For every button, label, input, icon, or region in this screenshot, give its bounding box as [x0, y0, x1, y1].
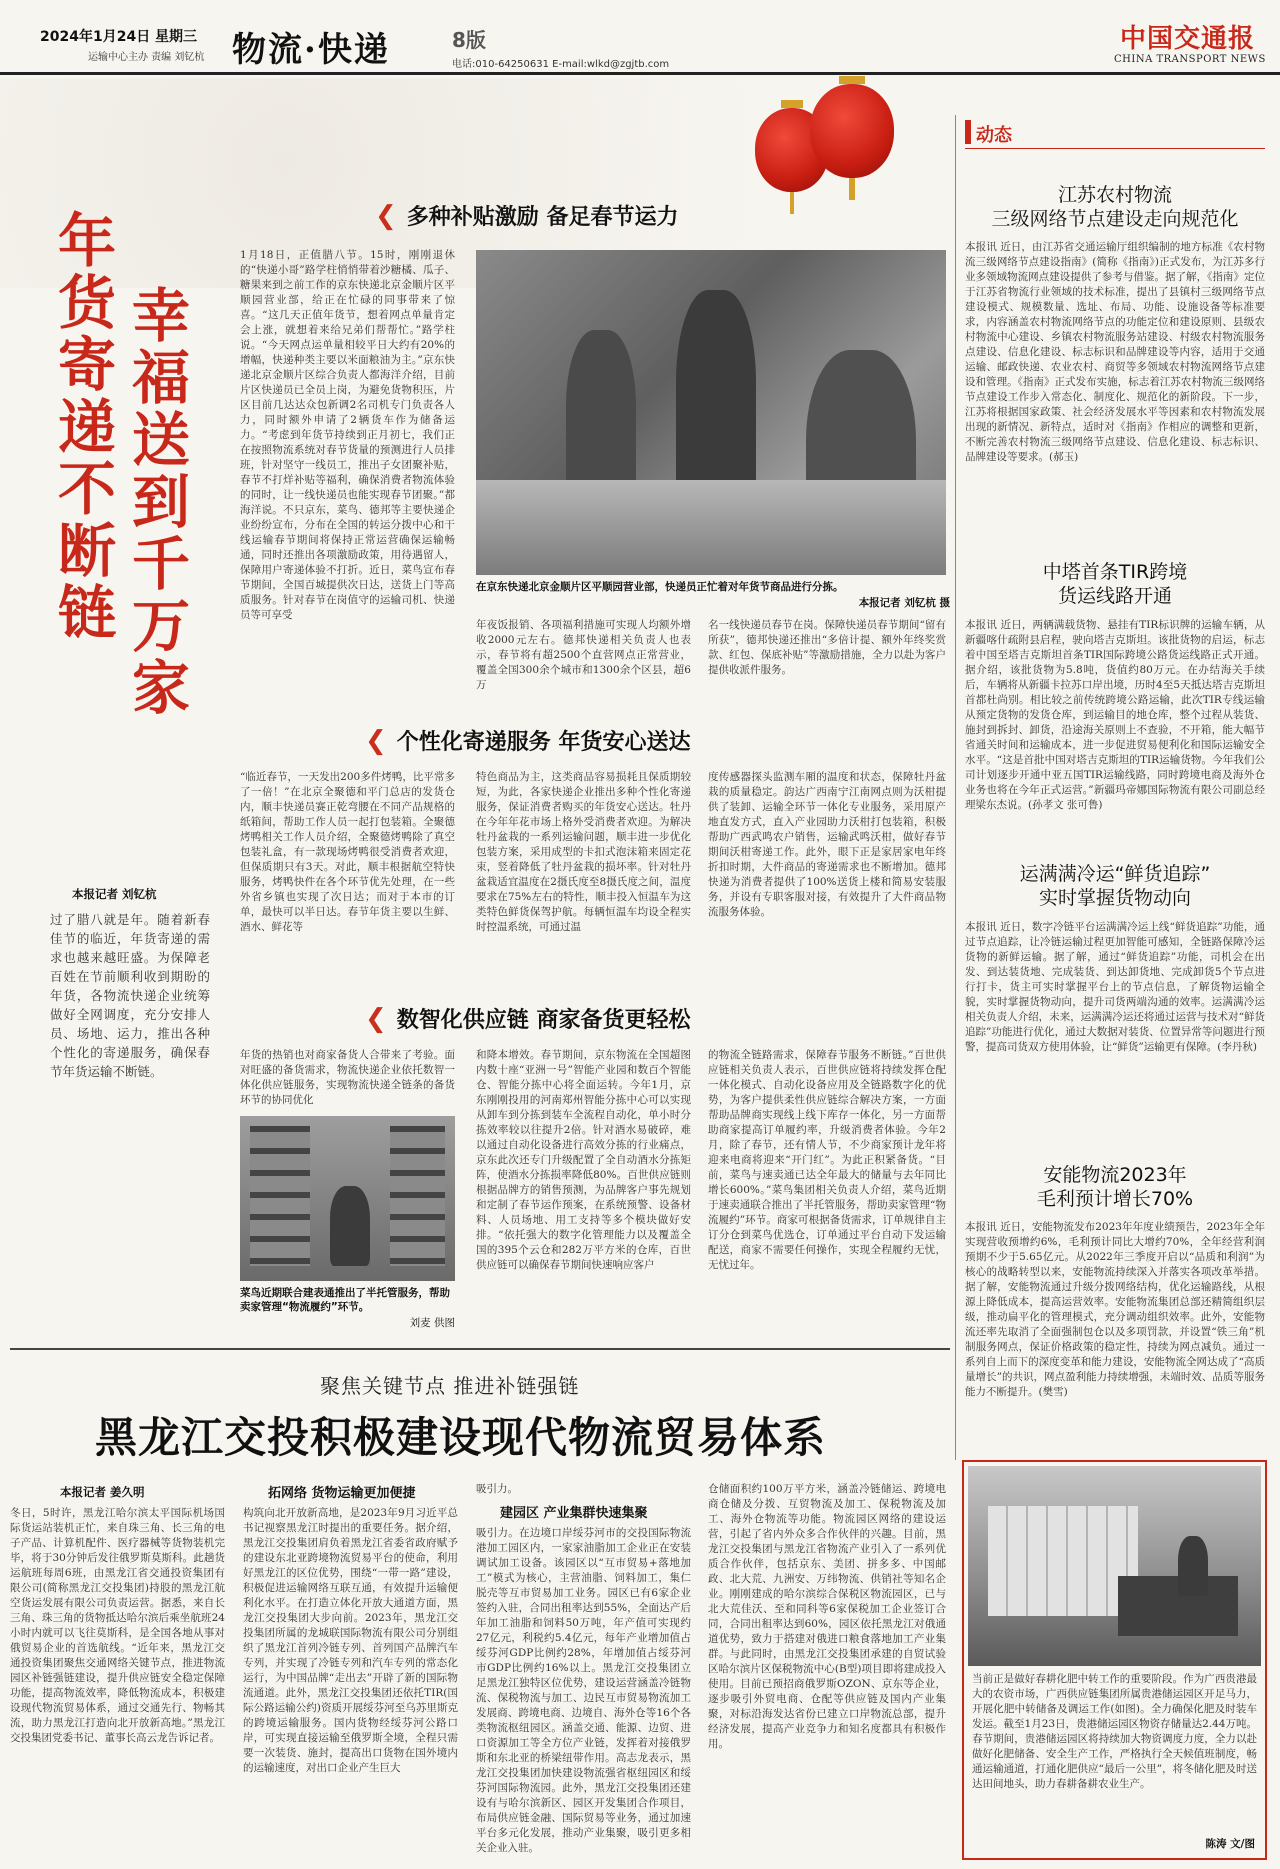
sidebar-item-4-body: 本报讯 近日，安能物流发布2023年年度业绩预告，2023年全年实现营收预增约6%，毛利预计同比大增约70%，全年经营利润预期不少于5.65亿元。从2022年三季度开启以“品质和利润”为核心的战略转型以来，安能物流持续深入并落实各项改革举措。据了解，安能物流通过升级分拨网络结构，优化运输路线，从根源上降低成本，提高运营效率。安能物流集团总部还精简组织层级，推动扁平化的管理模式，充分调动组织效率。此外，安能物流还率先取消了全面强制包仓以及多项罚款，并设置“铁三角”机制服务网点，保证价格政策的稳定性，持续为网点减负。通过一系列自上而下的深度变革和能力建设，安能物流全网达成了“高质量增长”的共识，网点盈利能力持续增强，未端时效、品质等服务能力不断提升。(樊雪)	[965, 1221, 1265, 1398]
page-number: 8版	[452, 28, 486, 52]
sidebar-item-1-title: 江苏农村物流 三级网络节点建设走向规范化	[991, 184, 1239, 230]
lead-byline: 本报记者 刘钇杭	[72, 887, 157, 901]
lead-intro: 过了腊八就是年。随着新春佳节的临近，年货寄递的需求也越来越旺盛。为保障老百姓在节前顺利收到期盼的年货，各物流快递企业统筹做好全网调度，充分安排人员、场地、运力，推出各种个性化的寄递服务，确保春节年货运输不断链。	[50, 912, 210, 1079]
sec2-col1: “临近春节，一天发出200多件烤鸭，比平常多了一倍！”在北京全聚德和平门总店的发货仓内，顺丰快递员赛正乾弯腰在不同产品规格的纸箱间，帮助工作人员一起打包装箱。全聚德烤鸭相关工作人员介绍，全聚德烤鸭除了真空包装礼盒，有一款现场烤鸭很受消费者欢迎，但保质期只有3天。对此，顺丰根据航空特快服务，烤鸭快件在各个环节优先处理，在一些外省乡镇也实现了次日达；而对于本市的订单，最快可以半日达。春节年货主要以生鲜、酒水、鲜花等	[240, 771, 455, 933]
bottom-col2: 构筑向北开放新高地，是2023年9月习近平总书记视察黑龙江时提出的重要任务。据介绍，黑龙江交投集团肩负着黑龙江省委省政府赋予的建设东北亚跨境物流贸易平台的使命，利用好黑龙江的区位优势，围绕“一带一路”建设，积极促进运输网络互联互通，有效提升运输便利化水平。在打造立体化开放大通道方面，黑龙江交投集团大步向前。2023年，黑龙江交投集团所属的龙城联国际物流有限公司分别组织了黑龙江首列冷链专列、首列国产品牌汽车专列，并实现了冷链专列和汽车专列的常态化运行，为中国品牌“走出去”开辟了新的国际物流通道。此外，黑龙江交投集团还依托TIR(国际公路运输公约)资质开展绥芬河至乌苏里斯克的跨境运输服务。国内货物经绥芬河公路口岸，可实现直接运输至俄罗斯全境，全程只需要一次装货、施封，提高出口货物在国外境内的运输速度，对出口企业产生巨大	[243, 1507, 458, 1774]
chevron-left-icon: ❮	[375, 200, 397, 231]
paper-logo-en: CHINA TRANSPORT NEWS	[1114, 54, 1266, 65]
sec3-col2: 和降本增效。春节期间，京东物流在全国超图内数十座“亚洲一号”智能产业园和数百个智能仓、智能分拣中心将全面运转。今年1月，京东刚刚投用的河南郑州智能分拣中心可以实现从卸车到分拣到装车全流程自动化，单小时分拣效率较以往提升2倍。针对酒水易破碎，难以通过自动化设备进行高效分拣的行业痛点，京东此次还专门升级配置了全自动酒水分拣矩阵，使酒水分拣损率降低80%。百世供应链则根据品牌方的销售预测，为品牌客户事先规划和定制了春节运作预案，在系统预警、设备材料、人员场地、用工支持等多个模块做好安排。“依托强大的数字化管理能力以及覆盖全国的395个云仓和282万平方米的仓库，百世供应链可以确保春节期间快速响应客户	[476, 1049, 691, 1271]
sidebar-item-3-body: 本报讯 近日，数字冷链平台运满满冷运上线“鲜货追踪”功能，通过节点追踪，让冷链运输过程更加智能可感知，全链路保障冷运货物的新鲜运输。据了解，通过“鲜货追踪”功能，司机会在出发、到达装货地、完成装货、到达卸货地、完成卸货5个节点进行打卡，货主可实时掌握平台上的节点信息，了解货物运输全貌，实时掌握货物动向，提升司货两端沟通的效率。运满满冷运相关负责人介绍，未来，运满满冷运还将通过运营与技术对“鲜货追踪”功能进行优化，通过大数据对装货、位置异常等问题进行预警，提高司货双方使用体验，让“鲜货”运输更有保障。(李丹秋)	[965, 921, 1265, 1053]
sidebar-divider	[955, 115, 956, 1460]
masthead-rule	[0, 72, 1280, 75]
sidebar-item-4-title: 安能物流2023年 毛利预计增长70%	[1036, 1164, 1194, 1210]
sec3-col3: 的物流全链路需求，保障春节服务不断链。”百世供应链相关负责人表示，百世供应链将持续发挥仓配一体化模式、自动化设备应用及全链路数字化的优势，为客户提供柔性供应链综合解决方案，一方面帮助品牌商实现线上线下库存一体化，另一方面帮助商家提高订单履约率，升级消费者体验。今年2月，除了春节，还有情人节，不少商家预计龙年将迎来电商将迎来“开门红”。为此正积紧备货。“目前，菜鸟与速卖通已达全年最大的储量与去年同比增长600%。”菜鸟集团相关负责人介绍，菜鸟近期于速卖通联合推出了半托管服务，帮助卖家管理“物流履约”环节。商家可根据备货需求，订单规律自主订分仓到菜鸟优选仓，订单通过平台自动下发运输配送，商家不需要任何操作，实现全程履约无忧，无忧过年。	[708, 1049, 946, 1271]
lantern-right	[810, 84, 894, 178]
bottom-headline: 黑龙江交投积极建设现代物流贸易体系	[95, 1413, 827, 1462]
section-title: 物流·快递	[232, 30, 390, 70]
masthead-date: 2024年1月24日 星期三	[40, 29, 198, 45]
lower-section-rule	[10, 1348, 950, 1350]
sec3-heading	[365, 1003, 690, 1034]
sec1-col2: 年夜饭报销、各项福利措施可实现人均额外增收2000元左右。德邦快递相关负责人也表示，春节将有超2500个直营网点正常营业，覆盖全国300余个城市和1300余个区县，超6万	[476, 619, 691, 691]
lead-headline-1: 幸福送到千万家	[132, 282, 191, 722]
bottom-col4: 仓储面积约100万平方米，涵盖冷链储运、跨境电商仓储及分拨、互贸物流及加工、保税物流及加工、海外仓物流等功能。物流园区网络的建设运营，引起了省内外众多合作伙伴的兴趣。目前，黑龙江交投集团与黑龙江省物流产业引入了一系列优质合作伙伴，包括京东、美团、拼多多、中国邮政、北大荒、九洲安、万纬物流、供销社等知名企业。刚刚建成的哈尔滨综合保税区物流园区，已与北大荒佳沃、至和同科等6家保税加工企业签订合同，合同出租率达到60%，园区依托黑龙江对俄通道优势，致力于搭建对俄进口粮食落地加工产业集群。与此同时，由黑龙江交投集团承建的自贸试验区哈尔滨片区保税物流中心(B型)项目即将建成投入使用。目前已预招商俄罗斯OZON、京东等企业，逐步吸引外贸电商、仓配等供应链及国内产业集聚，对标沿海发达省份已建立口岸物流总部，提升经济发展，提高产业竞争力和知名度都具有积极作用。	[708, 1483, 946, 1750]
bottom-col2-head: 拓网络 货物运输更加便捷	[268, 1486, 416, 1501]
sec3-col1: 年货的热销也对商家备货人合带来了考验。面对旺盛的备货需求，物流快递企业依托数智一体化供应链服务，实现物流快递全链条的备货环节的协同优化	[240, 1049, 455, 1106]
sidebar-photo-credit: 陈涛 文/图	[1205, 1838, 1255, 1850]
sidebar-photo-caption: 当前正是做好春耕化肥中转工作的重要阶段。作为广西贵港最大的农资市场，广西供应链集团所属贵港储运园区开足马力，开展化肥中转储备及调运工作(如图)。全力确保化肥及时装车发运。截至1月23日，贵港储运园区物资存储量达2.44万吨。春节期间，贵港储运园区将持续加大物资调度力度，全力以赴做好化肥储备、安全生产工作，严格执行全天候值班制度，畅通运输通道，打通化肥供应“最后一公里”，将冬储化肥及时送达田间地头，助力春耕备耕农业生产。	[972, 1673, 1257, 1790]
bottom-col3: 吸引力。在边境口岸绥芬河市的交投国际物流港加工园区内，一家家油脂加工企业正在安装调试加工设备。该园区以“互市贸易+落地加工”模式为核心，主营油脂、饲料加工，集仁脱壳等互市贸易加工业务。园区已有6家企业签约入驻，合同出租率达到55%，全面达产后年加工油脂和饲料50万吨，年产值可实现约27亿元，利税约5.4亿元，每年产业增加值占绥芬河GDP比例约28%，年增加值占绥芬河市GDP比例约16%以上。黑龙江交投集团立足黑龙江独特区位优势，建设运营涵盖冷链物流、保税物流与加工、边民互市贸易物流加工发展商、跨境电商、边境自、海外仓等16个各类物流枢纽园区。涵盖交通、能源、边贸、进口资源加工等全方位产业链，发挥着对接俄罗斯和东北亚的桥梁纽带作用。高志龙表示，黑龙江交投集团加快建设物流强省枢纽园区和绥芬河国际物流园。此外，黑龙江交投集团还建设有与哈尔滨新区、园区开发集团合作项目，布局供应链金融、国际贸易等业务，通过加速平台多元化发展，推动产业集聚，吸引更多相关企业入驻。	[476, 1527, 691, 1854]
sidebar-item-3-title: 运满满冷运“鲜货追踪” 实时掌握货物动向	[1019, 863, 1211, 909]
photo1-credit: 本报记者 刘钇杭 摄	[858, 597, 950, 609]
bottom-col3-lead: 吸引力。	[476, 1483, 518, 1495]
photo2-caption: 菜鸟近期联合建表通推出了半托管服务，帮助卖家管理“物流履约”环节。	[240, 1287, 450, 1313]
sidebar-tag-rule	[965, 148, 1265, 149]
photo1-caption: 在京东快递北京金顺片区平顺园营业部，快递员正忙着对年货节商品进行分拣。	[476, 581, 844, 593]
sidebar-item-1-body: 本报讯 近日，由江苏省交通运输厅组织编制的地方标准《农村物流三级网络节点建设指南》(简称《指南》)正式发布，为江苏多行业多领域物流网点建设提供了参考与借鉴。据了解，《指南》定位于江苏省物流行业领域的技术标准，提出了县镇村三级网络节点建设模式、规模数量、选址、布局、功能、设施设备等标准要求，内容涵盖农村物流网络节点的功能定位和建设原则、县级农村物流中心建设、乡镇农村物流服务站建设、村级农村物流服务点建设、信息化建设、标志标识和品牌建设等内容，适用于交通运输、邮政快递、农业农村、商贸等多领域农村物流网络节点建设和管理。《指南》正式发布实施，标志着江苏农村物流三级网络节点建设工作步入常态化、制度化、规范化的新阶段。下一步，江苏将根据国家政策、社会经济发展水平等因素和农村物流发展出现的新情况、新特点，适时对《指南》作相应的调整和更新，不断完善农村物流三级网络节点建设、信息化建设、标志标识、品牌建设等要求。(郝玉)	[965, 241, 1265, 463]
photo2-credit: 刘麦 供图	[409, 1317, 455, 1329]
chevron-left-icon: ❮	[365, 1003, 387, 1034]
masthead-contact: 电话:010-64250631 E-mail:wlkd@zgjtb.com	[452, 59, 670, 70]
bottom-col1: 冬日，5时许，黑龙江哈尔滨太平国际机场国际货运站装机正忙，来自珠三角、长三角的电子产品、计算机配件、医疗器械等货物装机完毕，将于30分钟后发往俄罗斯莫斯科。此趟货运航班每周6班，由黑龙江省交通投资集团有限公司(简称黑龙江交投集团)持股的黑龙江航空货运发展有限公司负责运营。据悉，来自长三角、珠三角的货物抵达哈尔滨后乘坐航班24小时内就可以飞往莫斯科，是全国各地从事对俄贸易企业的首选航线。“近年来，黑龙江交通投资集团聚焦交通网络关键节点，推进物流园区补链强链建设，提升供应链安全稳定保障功能，提高物流效率，降低物流成本，积极建设现代物流贸易体系，通过交通先行、物畅其流，助力黑龙江打造向北开放新高地。”黑龙江交投集团党委书记、董事长高云龙告诉记者。	[10, 1507, 225, 1744]
sidebar-tag: 动态	[976, 125, 1012, 146]
chevron-left-icon: ❮	[365, 725, 387, 756]
photo-fertilizer-loading	[968, 1466, 1261, 1666]
bottom-col3-head: 建园区 产业集群快速集聚	[500, 1506, 648, 1521]
sec1-title: 多种补贴激励 备足春节运力	[406, 205, 679, 230]
sec2-heading	[365, 725, 690, 756]
paper-logo: 中国交通报	[1120, 24, 1256, 54]
sidebar-item-2-body: 本报讯 近日，两辆满载货物、悬挂有TIR标识牌的运输车辆，从新疆喀什疏附县启程，驶向塔吉克斯坦。该批货物的启运，标志着中国至塔吉克斯坦首条TIR国际跨境公路货运线路正式开通。据介绍，该批货物为5.8吨，货值约80万元。在办结海关手续后，车辆将从新疆卡拉苏口岸出境，历时4至5天抵达塔吉克斯坦首都杜尚别。相比较之前传统跨境公路运输，此次TIR专线运输从预定货物的发货仓库，到运输目的地仓库，整个过程从装货、施封到拆封、卸货，沿途海关原则上不查验，不开箱，能大幅节省通关时间和运输成本，进一步促进贸易便利化和国际运输安全水平。“这是首批中国对塔吉克斯坦的TIR运输货物。今年我们公司计划逐步开通中亚五国TIR运输线路，同时跨境电商及海外仓业务也将在今年正式运营。”新疆玛帝娜国际物流有限公司副总经理梁东杰说。(孙孝文 张可鲁)	[965, 619, 1265, 811]
sec1-col3: 名一线快递员春节在岗。保障快递员春节期间“留有所获”，德邦快递还推出“多倍计提、额外年终奖赏款、红包、保底补贴”等激励措施，全力以赴为客户提供收派件服务。	[708, 619, 946, 676]
sec1-heading	[375, 200, 678, 231]
photo-warehouse	[240, 1116, 455, 1281]
lead-headline-2: 年货寄递不断链	[58, 207, 117, 647]
sec2-title: 个性化寄递服务 年货安心送达	[396, 730, 691, 755]
photo-sorting-staff	[476, 250, 946, 575]
sidebar-item-2-title: 中塔首条TIR跨境 货运线路开通	[1042, 561, 1188, 607]
sec2-col3: 度传感器探头监测车厢的温度和状态，保障牡丹盆栽的质量稳定。韵达广西南宁江南网点则为沃柑提供了装卸、运输全环节一体化专业服务，采用原产地直发方式，直入产业园助力沃柑打包装箱，积极帮助广西武鸣农户销售，运输武鸣沃柑，做好春节期间沃柑寄递工作。此外，眼下正是家居家电年终折扣时期，大件商品的寄递需求也不断增加。德邦快递为消费者提供了100%送货上楼和简易安装服务，并设有专职客服对接，有效提升了大件商品物流服务体验。	[708, 771, 946, 918]
sec1-col1: 1月18日，正值腊八节。15时，刚刚退休的“快递小哥”路学柱悄悄带着沙糖橘、瓜子、糖果来到之前工作的京东快递北京金顺片区平顺园营业部，给正在忙碌的同事带来了惊喜。“这几天正值年货节，想着网点单量肯定会上涨，就想着来给兄弟们帮帮忙。”路学柱说。“今天网点运单量相较平日大约有20%的增幅，快递种类主要以米面粮油为主。”京东快递北京金顺片区综合负责人都海洋介绍，目前片区快递员已全员上岗，为避免货物积压，片区目前几达达众包新调2名司机专门负责各人力，同时额外申请了2辆货车作为储备运力。“考虑到年货节持续到正月初七，我们正在按照物流系统对春节货量的预测进行人员排班，针对坚守一线员工，推出子女团聚补贴，春节不打烊补贴等福利，确保消费者物流体验的同时，让一线快递员也能实现春节团聚。”都海洋说。不只京东，菜鸟、德邦等主要快递企业纷纷宣布，分布在全国的转运分拨中心和干线运输春节期间将保持正常运营确保运输畅通，同时还推出各项激励政策，用待遇留人，保障用户寄递体验不打折。近日，菜鸟宣布春节期间，全国百城提供次日达，送货上门等高质服务。针对春节在岗值守的运输司机、快递员等可享受	[240, 249, 455, 621]
sidebar-tag-bar	[965, 120, 971, 144]
masthead-editor: 运输中心主办 责编 刘钇杭	[88, 52, 205, 63]
bottom-kicker: 聚焦关键节点 推进补链强链	[320, 1374, 580, 1398]
sec3-title: 数智化供应链 商家备货更轻松	[396, 1008, 691, 1033]
sec2-col2: 特色商品为主，这类商品容易损耗且保质期较短，为此，各家快递企业推出多种个性化寄递服务，保证消费者购买的年货安心送达。牡丹在今年年花市场上格外受消费者欢迎。为解决牡丹盆栽的一系列运输问题，顺丰进一步优化包装方案，采用成型的卡扣式泡沫箱来固定花束，竖着降低了牡丹盆栽的损坏率。针对牡丹盆栽适宜温度在2摄氏度至8摄氏度之间，温度要求在75%左右的特性，顺丰投入恒温车为这类特色鲜货保驾护航。每辆恒温车均设全程实时控温系统，可通过温	[476, 771, 691, 933]
bottom-byline: 本报记者 姜久明	[60, 1485, 145, 1499]
